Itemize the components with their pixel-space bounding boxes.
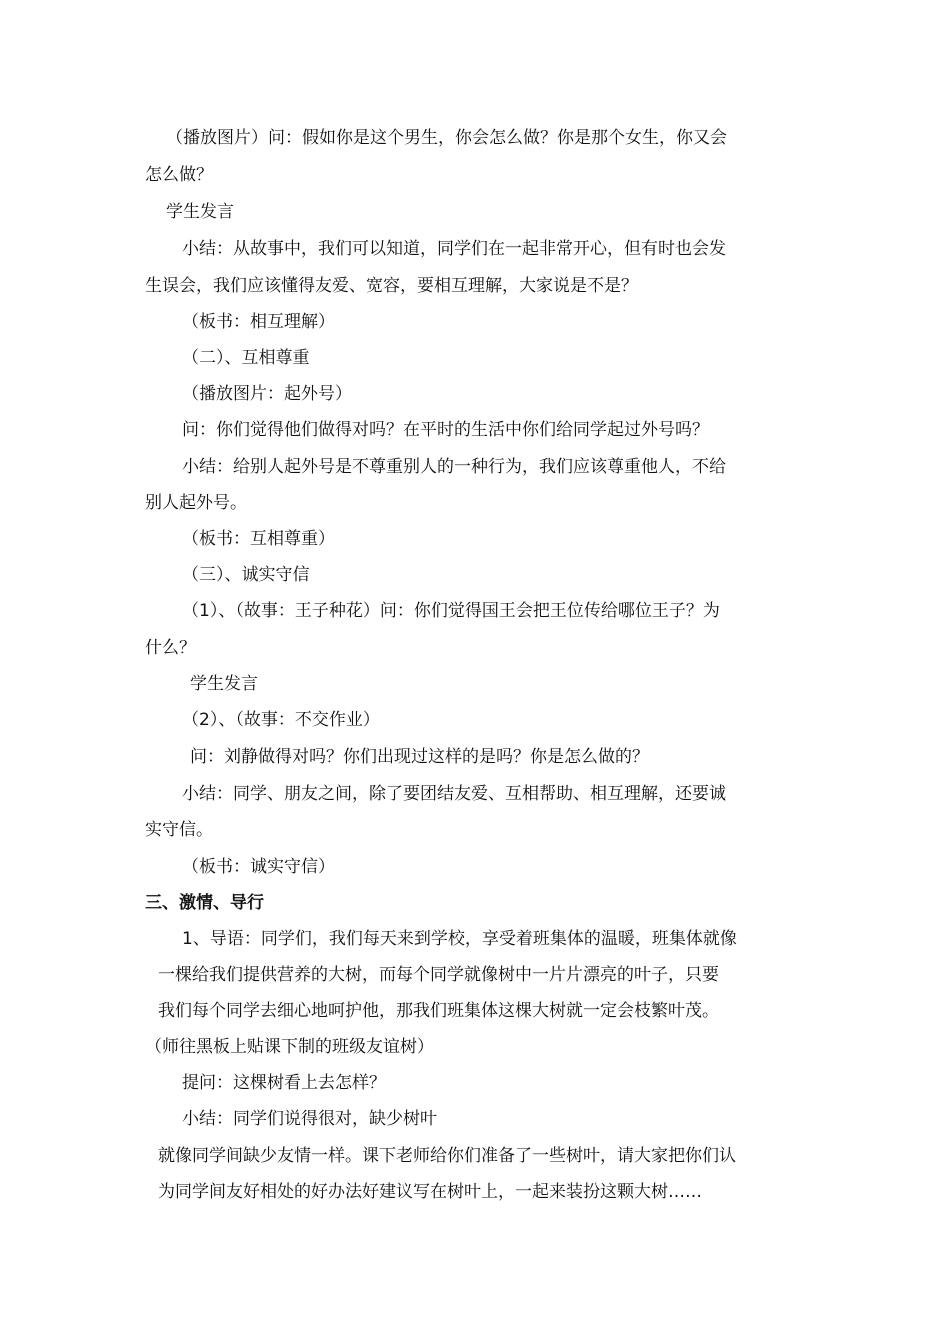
paragraph-line: （播放图片：起外号）	[182, 384, 352, 404]
paragraph-line: 什么？	[145, 638, 196, 658]
chapter-heading: 三、激情、导行	[145, 893, 264, 913]
paragraph-line: （1）、（故事：王子种花）问：你们觉得国王会把王位传给哪位王子？为	[182, 601, 720, 621]
paragraph-line: 生误会，我们应该懂得友爱、宽容，要相互理解，大家说是不是？	[145, 276, 638, 296]
paragraph-line: 小结：同学、朋友之间，除了要团结友爱、互相帮助、相互理解，还要诚	[182, 784, 726, 804]
paragraph-line: 实守信。	[145, 820, 213, 840]
paragraph-line: 学生发言	[166, 202, 234, 222]
paragraph-line: 一棵给我们提供营养的大树，而每个同学就像树中一片片漂亮的叶子，只要	[158, 965, 719, 985]
paragraph-line: 我们每个同学去细心地呵护他，那我们班集体这棵大树就一定会枝繁叶茂。	[158, 1001, 719, 1021]
paragraph-line: 1、导语：同学们，我们每天来到学校，享受着班集体的温暖，班集体就像	[182, 929, 737, 949]
paragraph-line: 怎么做？	[145, 165, 213, 185]
section-heading: （二）、互相尊重	[182, 348, 310, 368]
paragraph-line: （2）、（故事：不交作业）	[182, 710, 380, 730]
paragraph-line: （师往黑板上贴课下制的班级友谊树）	[145, 1037, 434, 1057]
paragraph-line: 别人起外号。	[145, 493, 247, 513]
board-note: （板书：互相尊重）	[182, 529, 335, 549]
paragraph-line: 问：你们觉得他们做得对吗？在平时的生活中你们给同学起过外号吗？	[182, 420, 709, 440]
paragraph-line: 问：刘静做得对吗？你们出现过这样的是吗？你是怎么做的？	[190, 747, 649, 767]
paragraph-line: 学生发言	[190, 674, 258, 694]
paragraph-line: 提问：这棵树看上去怎样？	[182, 1073, 386, 1093]
board-note: （板书：相互理解）	[182, 312, 335, 332]
paragraph-line: 为同学间友好相处的好办法好建议写在树叶上，一起来装扮这颗大树……	[158, 1182, 702, 1202]
paragraph-line: 就像同学间缺少友情一样。课下老师给你们准备了一些树叶，请大家把你们认	[158, 1146, 736, 1166]
board-note: （板书：诚实守信）	[182, 857, 335, 877]
paragraph-line: 小结：同学们说得很对，缺少树叶	[182, 1109, 437, 1129]
paragraph-line: 小结：从故事中，我们可以知道，同学们在一起非常开心，但有时也会发	[182, 239, 726, 259]
paragraph-line: 小结：给别人起外号是不尊重别人的一种行为，我们应该尊重他人，不给	[182, 457, 726, 477]
paragraph-line: （播放图片）问：假如你是这个男生，你会怎么做？你是那个女生，你又会	[166, 128, 727, 148]
section-heading: （三）、诚实守信	[182, 565, 310, 585]
